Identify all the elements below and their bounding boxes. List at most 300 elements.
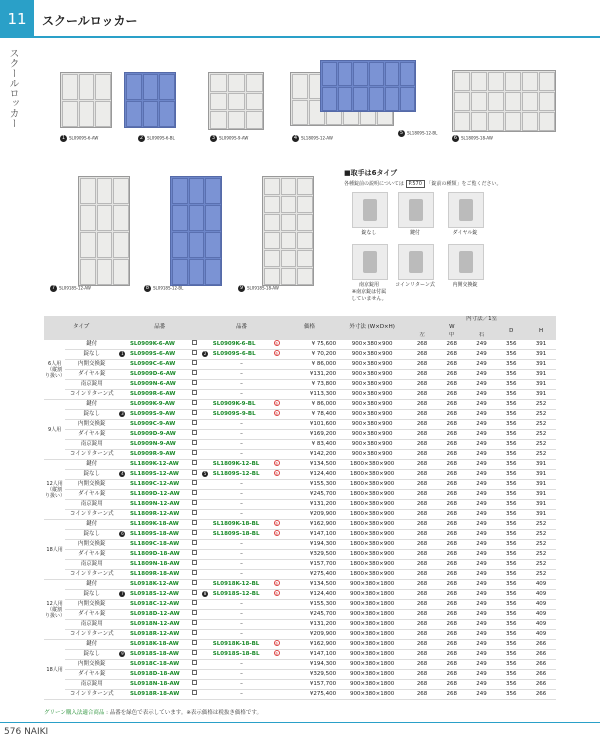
checkbox-cell (188, 390, 201, 400)
marker-cell (201, 510, 212, 520)
inner-w-right: 249 (467, 490, 497, 500)
marker-cell (118, 430, 129, 440)
header-rule (34, 36, 600, 38)
inner-w-left: 268 (407, 680, 437, 690)
item-code-2: SL0909S-6-BL (212, 350, 271, 360)
inner-w-right: 249 (467, 400, 497, 410)
product-marker: 7 (121, 591, 124, 596)
inner-w-mid: 268 (437, 440, 467, 450)
inner-w-right: 249 (467, 380, 497, 390)
green-mark-cell (271, 360, 282, 370)
locker-door (172, 232, 188, 258)
inner-w-right: 249 (467, 670, 497, 680)
inner-w-left: 268 (407, 550, 437, 560)
item-code-2: SL0918S-12-BL (212, 590, 271, 600)
product-marker: 1 (121, 351, 124, 356)
checkbox-cell (188, 660, 201, 670)
table-row (44, 580, 556, 590)
inner-w-left: 268 (407, 430, 437, 440)
locker-door (62, 74, 78, 100)
price-cell: ¥209,900 (282, 630, 337, 640)
marker-cell (118, 380, 129, 390)
handle-label: 錠なし (361, 230, 377, 236)
type-cell: 錠なし (65, 470, 118, 480)
checkbox-icon (192, 550, 197, 555)
checkbox-icon (192, 440, 197, 445)
table-row (44, 360, 556, 370)
inner-w-left: 268 (407, 600, 437, 610)
outer-size-cell: 900×380×900 (337, 360, 407, 370)
product-number-marker: 8 (145, 285, 150, 291)
price-cell: ¥ 83,400 (282, 440, 337, 450)
type-cell: コインリターン式 (65, 390, 118, 400)
marker-cell (201, 450, 212, 460)
item-code-2: – (212, 570, 271, 580)
item-code-2: SL0909K-6-BL (212, 340, 271, 350)
locker-door (522, 72, 538, 91)
inner-h: 252 (526, 570, 556, 580)
inner-d: 356 (496, 530, 526, 540)
type-cell: 鍵付 (65, 520, 118, 530)
inner-d: 356 (496, 620, 526, 630)
type-cell: 錠なし (65, 650, 118, 660)
green-mark-icon: ⑤ (274, 351, 279, 356)
product-marker: 4 (121, 471, 124, 476)
table-row (44, 650, 556, 660)
inner-w-right: 249 (467, 650, 497, 660)
table-row (44, 420, 556, 430)
table-row (44, 490, 556, 500)
inner-w-left: 268 (407, 570, 437, 580)
inner-w-mid: 268 (437, 400, 467, 410)
group-label: 18人用 (44, 520, 65, 580)
outer-size-cell: 900×380×900 (337, 380, 407, 390)
header-w: W (407, 324, 496, 332)
item-code-1: SL0918R-18-AW (129, 690, 188, 700)
inner-w-right: 249 (467, 560, 497, 570)
outer-size-cell: 1800×380×900 (337, 550, 407, 560)
inner-w-left: 268 (407, 560, 437, 570)
inner-h: 252 (526, 520, 556, 530)
handle-label: ダイヤル錠 (452, 230, 478, 236)
product-number-marker: 6 (453, 135, 458, 141)
inner-w-mid: 268 (437, 510, 467, 520)
inner-w-mid: 268 (437, 360, 467, 370)
green-mark-cell (271, 570, 282, 580)
item-code-2: – (212, 500, 271, 510)
item-code-2: – (212, 610, 271, 620)
locker-door (505, 72, 521, 91)
outer-size-cell: 1800×380×900 (337, 510, 407, 520)
inner-w-left: 268 (407, 460, 437, 470)
handle-image (448, 244, 484, 280)
inner-h: 391 (526, 370, 556, 380)
item-code-2: – (212, 630, 271, 640)
locker-door (62, 101, 78, 127)
green-mark-cell (271, 350, 282, 360)
page-reference-link[interactable]: P.570 (406, 180, 425, 188)
product-caption (138, 135, 175, 142)
price-cell: ¥209,900 (282, 510, 337, 520)
locker-door (159, 74, 175, 100)
type-cell: コインリターン式 (65, 630, 118, 640)
item-code-1: SL0918S-12-AW (129, 590, 188, 600)
locker-door (400, 87, 415, 111)
outer-size-cell: 900×380×900 (337, 340, 407, 350)
inner-w-left: 268 (407, 480, 437, 490)
inner-d: 356 (496, 510, 526, 520)
inner-w-right: 249 (467, 610, 497, 620)
inner-w-left: 268 (407, 440, 437, 450)
marker-cell (118, 420, 129, 430)
table-row (44, 520, 556, 530)
table-row (44, 620, 556, 630)
price-cell: ¥ 86,000 (282, 360, 337, 370)
price-cell: ¥162,900 (282, 520, 337, 530)
marker-cell (201, 490, 212, 500)
marker-cell (201, 430, 212, 440)
locker-door (228, 93, 245, 111)
checkbox-cell (188, 640, 201, 650)
checkbox-icon (192, 650, 197, 655)
green-mark-cell (271, 530, 282, 540)
inner-w-mid: 268 (437, 490, 467, 500)
marker-cell (118, 530, 129, 540)
item-code-1: SL0918D-18-AW (129, 670, 188, 680)
green-mark-cell (271, 590, 282, 600)
checkbox-cell (188, 400, 201, 410)
locker-image (78, 176, 130, 286)
inner-h: 409 (526, 590, 556, 600)
header-item2: 品番 (201, 316, 282, 340)
price-cell: ¥ 78,400 (282, 410, 337, 420)
green-mark-cell (271, 650, 282, 660)
inner-w-mid: 268 (437, 380, 467, 390)
price-cell: ¥245,700 (282, 610, 337, 620)
marker-cell (201, 340, 212, 350)
product-number-marker: 1 (61, 135, 66, 141)
price-cell: ¥124,400 (282, 590, 337, 600)
price-cell: ¥131,200 (282, 620, 337, 630)
green-mark-cell (271, 560, 282, 570)
locker-door (113, 178, 129, 204)
inner-d: 356 (496, 650, 526, 660)
locker-door (172, 205, 188, 231)
green-mark-cell (271, 670, 282, 680)
item-code-1: SL0918S-18-AW (129, 650, 188, 660)
price-cell: ¥147,100 (282, 530, 337, 540)
outer-size-cell: 1800×380×900 (337, 530, 407, 540)
locker-door (80, 178, 96, 204)
type-cell: 鍵付 (65, 580, 118, 590)
item-code-1: SL1809N-18-AW (129, 560, 188, 570)
inner-w-left: 268 (407, 590, 437, 600)
inner-w-left: 268 (407, 470, 437, 480)
checkbox-icon (192, 530, 197, 535)
item-code-1: SL0909D-6-AW (129, 370, 188, 380)
marker-cell (118, 400, 129, 410)
handle-image (448, 192, 484, 228)
table-row (44, 430, 556, 440)
outer-size-cell: 1800×380×900 (337, 570, 407, 580)
checkbox-cell (188, 410, 201, 420)
header-type: タイプ (44, 316, 118, 340)
locker-door (338, 62, 353, 86)
marker-cell (118, 360, 129, 370)
outer-size-cell: 900×380×900 (337, 420, 407, 430)
marker-cell (118, 460, 129, 470)
marker-cell (201, 580, 212, 590)
green-mark-icon: ⑤ (274, 531, 279, 536)
green-mark-cell (271, 660, 282, 670)
checkbox-cell (188, 500, 201, 510)
checkbox-icon (192, 540, 197, 545)
checkbox-icon (192, 610, 197, 615)
table-row (44, 470, 556, 480)
item-code-2: SL0918S-18-BL (212, 650, 271, 660)
inner-w-right: 249 (467, 410, 497, 420)
marker-cell (118, 600, 129, 610)
inner-w-right: 249 (467, 340, 497, 350)
item-code-1: SL0909C-9-AW (129, 420, 188, 430)
inner-w-mid: 268 (437, 660, 467, 670)
type-cell: 錠なし (65, 350, 118, 360)
inner-w-mid: 268 (437, 610, 467, 620)
inner-h: 266 (526, 690, 556, 700)
green-mark-cell (271, 450, 282, 460)
marker-cell (201, 400, 212, 410)
item-code-2: – (212, 680, 271, 690)
green-mark-cell (271, 550, 282, 560)
marker-cell (118, 670, 129, 680)
price-cell: ¥155,300 (282, 600, 337, 610)
handles-note-pre: 各種錠前の説明については (344, 181, 404, 187)
inner-d: 356 (496, 660, 526, 670)
checkbox-icon (192, 350, 197, 355)
product-caption (238, 285, 279, 292)
marker-cell (201, 470, 212, 480)
locker-door (292, 100, 308, 125)
product-code: SL0909S-6-AW (69, 135, 99, 141)
checkbox-icon (192, 640, 197, 645)
outer-size-cell: 900×380×1800 (337, 680, 407, 690)
locker-door (454, 72, 470, 91)
locker-door (113, 205, 129, 231)
price-cell: ¥ 86,000 (282, 400, 337, 410)
inner-w-mid: 268 (437, 420, 467, 430)
inner-w-left: 268 (407, 650, 437, 660)
outer-size-cell: 900×380×1800 (337, 630, 407, 640)
inner-w-right: 249 (467, 640, 497, 650)
locker-door (471, 112, 487, 131)
table-row (44, 450, 556, 460)
locker-door (97, 232, 113, 258)
outer-size-cell: 900×380×900 (337, 440, 407, 450)
page-number: 576 (4, 727, 22, 737)
item-code-1: SL0909K-9-AW (129, 400, 188, 410)
brand-name: NAIKI (24, 727, 49, 737)
inner-d: 356 (496, 450, 526, 460)
locker-door (264, 232, 280, 249)
handle-shape (409, 199, 423, 221)
locker-door (143, 74, 159, 100)
inner-h: 409 (526, 620, 556, 630)
item-code-2: SL1809S-12-BL (212, 470, 271, 480)
folio-rule (0, 722, 600, 723)
type-cell: 内開交換錠 (65, 480, 118, 490)
header-d: D (496, 324, 526, 340)
type-cell: 南京錠用 (65, 620, 118, 630)
outer-size-cell: 900×380×1800 (337, 590, 407, 600)
inner-h: 391 (526, 500, 556, 510)
inner-h: 409 (526, 600, 556, 610)
inner-h: 391 (526, 480, 556, 490)
inner-w-left: 268 (407, 610, 437, 620)
outer-size-cell: 900×380×1800 (337, 690, 407, 700)
locker-door (369, 87, 384, 111)
handles-title: ■取手は6タイプ (344, 169, 398, 177)
inner-h: 266 (526, 640, 556, 650)
product-caption (144, 285, 183, 292)
handle-shape (459, 251, 473, 273)
locker-door (246, 111, 263, 129)
locker-door (205, 259, 221, 285)
checkbox-cell (188, 530, 201, 540)
inner-d: 356 (496, 630, 526, 640)
inner-w-left: 268 (407, 350, 437, 360)
header-mid: 中 (437, 332, 467, 340)
checkbox-icon (192, 470, 197, 475)
locker-door (205, 178, 221, 204)
locker-door (113, 259, 129, 285)
marker-cell (201, 640, 212, 650)
inner-h: 391 (526, 380, 556, 390)
checkbox-icon (192, 620, 197, 625)
table-row (44, 340, 556, 350)
type-cell: 鍵付 (65, 340, 118, 350)
type-cell: 鍵付 (65, 400, 118, 410)
footnote-text: : 品番を緑色で表示しています。※表示価格は税抜き価格です。 (106, 710, 262, 716)
item-code-2: – (212, 670, 271, 680)
item-code-1: SL0918K-18-AW (129, 640, 188, 650)
marker-cell (118, 630, 129, 640)
green-mark-icon: ⑤ (274, 461, 279, 466)
locker-door (126, 101, 142, 127)
inner-d: 356 (496, 500, 526, 510)
locker-door (113, 232, 129, 258)
product-caption (50, 285, 91, 292)
inner-h: 266 (526, 650, 556, 660)
inner-h: 252 (526, 400, 556, 410)
item-code-1: SL0918D-12-AW (129, 610, 188, 620)
checkbox-icon (192, 410, 197, 415)
locker-door (172, 259, 188, 285)
item-code-2: – (212, 430, 271, 440)
marker-cell (118, 510, 129, 520)
checkbox-icon (192, 400, 197, 405)
marker-cell (118, 560, 129, 570)
inner-w-right: 249 (467, 480, 497, 490)
inner-w-left: 268 (407, 640, 437, 650)
inner-h: 252 (526, 550, 556, 560)
table-row (44, 600, 556, 610)
checkbox-icon (192, 340, 197, 345)
type-cell: 鍵付 (65, 640, 118, 650)
type-cell: ダイヤル錠 (65, 370, 118, 380)
inner-w-mid: 268 (437, 460, 467, 470)
type-cell: ダイヤル錠 (65, 550, 118, 560)
checkbox-icon (192, 430, 197, 435)
inner-d: 356 (496, 380, 526, 390)
locker-door (281, 214, 297, 231)
item-code-2: – (212, 540, 271, 550)
checkbox-icon (192, 670, 197, 675)
price-cell: ¥ 73,800 (282, 380, 337, 390)
locker-door (539, 72, 555, 91)
green-mark-cell (271, 470, 282, 480)
item-code-2: – (212, 560, 271, 570)
inner-w-right: 249 (467, 690, 497, 700)
item-code-2: – (212, 390, 271, 400)
item-code-2: – (212, 480, 271, 490)
item-code-2: – (212, 660, 271, 670)
item-code-1: SL0909N-6-AW (129, 380, 188, 390)
header-h: H (526, 324, 556, 340)
item-code-2: SL1809S-18-BL (212, 530, 271, 540)
table-row (44, 590, 556, 600)
product-number-marker: 3 (211, 135, 216, 141)
spec-table (44, 316, 556, 700)
green-mark-cell (271, 630, 282, 640)
inner-d: 356 (496, 360, 526, 370)
checkbox-icon (192, 460, 197, 465)
marker-cell (201, 500, 212, 510)
product-caption (292, 135, 333, 142)
locker-door (246, 93, 263, 111)
outer-size-cell: 900×380×1800 (337, 670, 407, 680)
inner-h: 266 (526, 660, 556, 670)
locker-door (210, 111, 227, 129)
inner-d: 356 (496, 540, 526, 550)
locker-door (228, 74, 245, 92)
marker-cell (118, 440, 129, 450)
item-code-2: – (212, 620, 271, 630)
marker-cell (118, 410, 129, 420)
inner-h: 391 (526, 390, 556, 400)
marker-cell (201, 630, 212, 640)
product-marker: 6 (121, 531, 124, 536)
locker-door (322, 62, 337, 86)
inner-w-left: 268 (407, 370, 437, 380)
chapter-number: 11 (0, 0, 34, 38)
locker-door (80, 232, 96, 258)
header-inner: 内寸法／1室 (407, 316, 556, 324)
inner-h: 252 (526, 430, 556, 440)
handle-shape (459, 199, 473, 221)
marker-cell (201, 650, 212, 660)
inner-d: 356 (496, 490, 526, 500)
item-code-2: – (212, 420, 271, 430)
marker-cell (201, 380, 212, 390)
table-row (44, 530, 556, 540)
outer-size-cell: 900×380×900 (337, 430, 407, 440)
marker-cell (118, 490, 129, 500)
outer-size-cell: 900×380×900 (337, 450, 407, 460)
inner-d: 356 (496, 550, 526, 560)
checkbox-icon (192, 570, 197, 575)
checkbox-icon (192, 500, 197, 505)
checkbox-icon (192, 590, 197, 595)
